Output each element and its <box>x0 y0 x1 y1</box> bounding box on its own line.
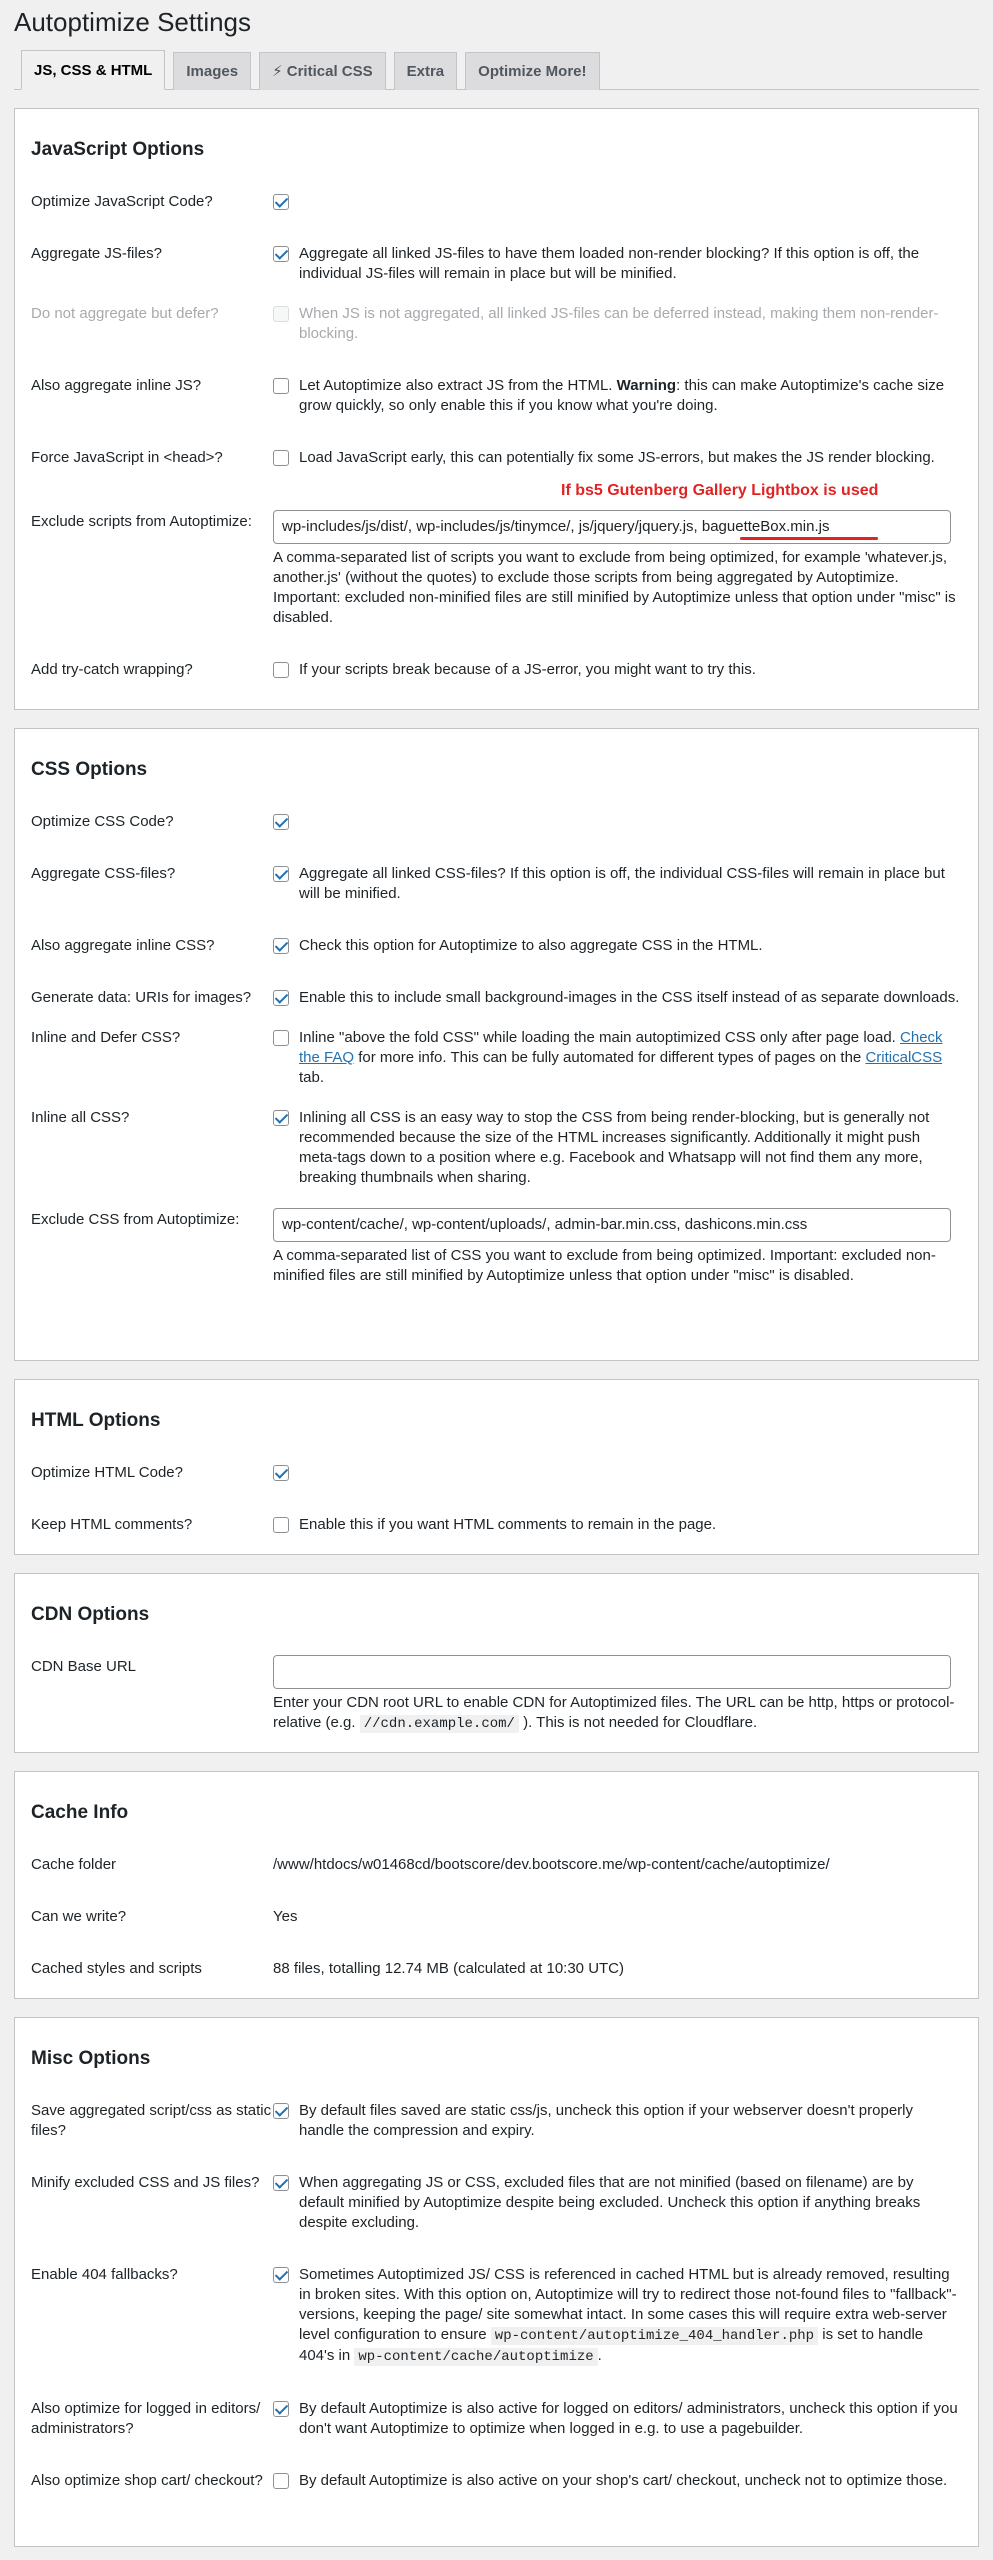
annotation-note: If bs5 Gutenberg Gallery Lightbox is used <box>561 482 879 499</box>
tab-optimize-more[interactable]: Optimize More! <box>465 52 599 90</box>
misc-options-heading: Misc Options <box>31 2048 151 2069</box>
js-aggregate-checkbox[interactable] <box>273 246 289 262</box>
js-defer-desc: When JS is not aggregated, all linked JS-files can be deferred instead, making them non-render-blocking. <box>299 305 939 342</box>
cdn-url-desc: Enter your CDN root URL to enable CDN for Autoptimized files. The URL can be http, https or protocol-relative (e.g. //cdn.example.com/ ). This is not needed for Cloudflare. <box>273 1694 955 1732</box>
misc-shop-desc: By default Autoptimize is also active on your shop's cart/ checkout, uncheck not to optimize those. <box>299 2472 948 2489</box>
html-options-panel <box>14 1379 979 1555</box>
js-forcehead-label: Force JavaScript in <head>? <box>31 449 223 466</box>
tab-bar <box>14 50 979 90</box>
css-inline-desc: Check this option for Autoptimize to also aggregate CSS in the HTML. <box>299 937 763 954</box>
css-inlineall-row <box>15 1108 978 1188</box>
cache-write-label: Can we write? <box>31 1908 127 1925</box>
misc-minify-row <box>15 2173 978 2233</box>
tab-images[interactable]: Images <box>173 52 251 90</box>
css-datauri-row <box>15 988 978 1008</box>
cache-write-row <box>15 1907 978 1927</box>
js-forcehead-desc: Load JavaScript early, this can potentially fix some JS-errors, but makes the JS render blocking. <box>299 449 935 466</box>
cache-cached-label: Cached styles and scripts <box>31 1960 202 1977</box>
misc-fallback-label: Enable 404 fallbacks? <box>31 2266 178 2283</box>
cache-cached-row <box>15 1959 978 1979</box>
css-optimize-label: Optimize CSS Code? <box>31 813 174 830</box>
css-aggregate-checkbox[interactable] <box>273 866 289 882</box>
misc-loggedin-row <box>15 2399 978 2439</box>
js-inline-desc: Let Autoptimize also extract JS from the HTML. Warning: this can make Autoptimize's cache size grow quickly, so only enable this if you know what you're doing. <box>299 377 945 414</box>
cache-info-panel <box>14 1771 979 1999</box>
js-trycatch-desc: If your scripts break because of a JS-error, you might want to try this. <box>299 661 756 678</box>
misc-minify-desc: When aggregating JS or CSS, excluded files that are not minified (based on filename) are by default minified by Autoptimize despite being excluded. Uncheck this option if anything breaks despite excluding. <box>299 2174 921 2231</box>
css-optimize-checkbox[interactable] <box>273 814 289 830</box>
css-exclude-row <box>15 1208 978 1286</box>
misc-fallback-checkbox[interactable] <box>273 2267 289 2283</box>
page-title: Autoptimize Settings <box>14 7 252 37</box>
js-forcehead-row <box>15 448 978 468</box>
html-optimize-label: Optimize HTML Code? <box>31 1464 183 1481</box>
html-optimize-row <box>15 1463 978 1483</box>
tab-extra[interactable]: Extra <box>394 52 458 90</box>
css-aggregate-label: Aggregate CSS-files? <box>31 865 176 882</box>
js-options-panel <box>14 108 979 710</box>
js-inline-checkbox[interactable] <box>273 378 289 394</box>
misc-loggedin-checkbox[interactable] <box>273 2401 289 2417</box>
misc-shop-label: Also optimize shop cart/ checkout? <box>31 2472 263 2489</box>
css-inlineall-desc: Inlining all CSS is an easy way to stop the CSS from being render-blocking, but is generally not recommended because the size of the HTML increases significantly. Additionally it might push meta-tags down to a position where e.g. Facebook and Whatsapp will not find them any more, breaking thumbnails when sharing. <box>299 1109 930 1186</box>
misc-fallback-desc: Sometimes Autoptimized JS/ CSS is referenced in cached HTML but is already removed, resulting in broken sites. With this option on, Autoptimize will try to redirect those not-found files to "fallback"-versions, keeping the page/ site somewhat intact. In some cases this will require extra web-server level configuration to ensure wp-content/autoptimize_404_handler.php is set to handle 404's in wp-content/cache/autoptimize . <box>299 2266 957 2365</box>
misc-loggedin-label: Also optimize for logged in editors/ administrators? <box>31 2400 261 2437</box>
criticalcss-link[interactable]: CriticalCSS <box>865 1049 943 1066</box>
js-defer-row <box>15 304 978 344</box>
misc-options-panel <box>14 2017 979 2547</box>
cache-write-value: Yes <box>273 1908 298 1925</box>
js-optimize-row <box>15 192 978 212</box>
css-datauri-desc: Enable this to include small background-images in the CSS itself instead of as separate downloads. <box>299 989 960 1006</box>
js-inline-label: Also aggregate inline JS? <box>31 377 202 394</box>
cache-info-heading: Cache Info <box>31 1802 129 1823</box>
css-aggregate-desc: Aggregate all linked CSS-files? If this option is off, the individual CSS-files will remain in place but will be minified. <box>299 865 945 902</box>
css-defer-row <box>15 1028 978 1088</box>
css-inline-checkbox[interactable] <box>273 938 289 954</box>
css-inlineall-label: Inline all CSS? <box>31 1109 130 1126</box>
check-faq-link[interactable]: Check the FAQ <box>299 1029 943 1066</box>
misc-shop-checkbox[interactable] <box>273 2473 289 2489</box>
html-options-heading: HTML Options <box>31 1410 161 1431</box>
cdn-url-row <box>15 1655 978 1734</box>
annotation-underline <box>740 537 878 540</box>
js-optimize-checkbox[interactable] <box>273 194 289 210</box>
css-datauri-label: Generate data: URIs for images? <box>31 989 252 1006</box>
css-defer-label: Inline and Defer CSS? <box>31 1029 181 1046</box>
css-datauri-checkbox[interactable] <box>273 990 289 1006</box>
css-aggregate-row <box>15 864 978 904</box>
css-inlineall-checkbox[interactable] <box>273 1110 289 1126</box>
css-exclude-desc: A comma-separated list of CSS you want to exclude from being optimized. Important: excluded non-minified files are still minified by Autoptimize unless that option under "misc" is disabled. <box>273 1247 936 1284</box>
js-exclude-row <box>15 482 978 628</box>
js-inline-row <box>15 376 978 416</box>
js-exclude-desc: A comma-separated list of scripts you want to exclude from being optimized, for example 'whatever.js, another.js' (without the quotes) to exclude those scripts from being aggregated by Autoptimize. Important: excluded non-minified files are still minified by Autoptimize unless that option under "misc" is disabled. <box>273 549 956 626</box>
misc-save-checkbox[interactable] <box>273 2103 289 2119</box>
html-comments-label: Keep HTML comments? <box>31 1516 193 1533</box>
misc-save-desc: By default files saved are static css/js, uncheck this option if your webserver doesn't properly handle the compression and expiry. <box>299 2102 913 2139</box>
css-optimize-row <box>15 812 978 832</box>
html-comments-row <box>15 1515 978 1535</box>
cdn-options-heading: CDN Options <box>31 1604 150 1625</box>
tab-js-css-html[interactable]: JS, CSS & HTML <box>21 50 165 90</box>
js-aggregate-row <box>15 244 978 284</box>
js-defer-label: Do not aggregate but defer? <box>31 305 219 322</box>
html-comments-desc: Enable this if you want HTML comments to remain in the page. <box>299 1516 717 1533</box>
cache-folder-value: /www/htdocs/w01468cd/bootscore/dev.bootscore.me/wp-content/cache/autoptimize/ <box>273 1856 830 1873</box>
misc-save-row <box>15 2101 978 2141</box>
css-inline-label: Also aggregate inline CSS? <box>31 937 215 954</box>
cache-folder-label: Cache folder <box>31 1856 117 1873</box>
misc-loggedin-desc: By default Autoptimize is also active for logged on editors/ administrators, uncheck this option if you don't want Autoptimize to optimize when logged in e.g. to use a pagebuilder. <box>299 2400 958 2437</box>
html-comments-checkbox[interactable] <box>273 1517 289 1533</box>
js-trycatch-checkbox[interactable] <box>273 662 289 678</box>
js-aggregate-label: Aggregate JS-files? <box>31 245 162 262</box>
js-forcehead-checkbox[interactable] <box>273 450 289 466</box>
js-options-heading: JavaScript Options <box>31 139 205 160</box>
css-options-panel <box>14 728 979 1361</box>
misc-minify-label: Minify excluded CSS and JS files? <box>31 2174 260 2191</box>
css-defer-desc: Inline "above the fold CSS" while loading the main autoptimized CSS only after page load. Check the FAQ for more info. This can be fully automated for different types of pages on the CriticalCSS tab. <box>299 1029 943 1086</box>
js-aggregate-desc: Aggregate all linked JS-files to have them loaded non-render blocking? If this option is off, the individual JS-files will remain in place but will be minified. <box>299 245 920 282</box>
css-exclude-input[interactable]: wp-content/cache/, wp-content/uploads/, admin-bar.min.css, dashicons.min.css <box>273 1208 951 1242</box>
js-exclude-input[interactable]: wp-includes/js/dist/, wp-includes/js/tinymce/, js/jquery/jquery.js, baguetteBox.min.js <box>273 510 951 544</box>
css-options-heading: CSS Options <box>31 759 148 780</box>
misc-save-label: Save aggregated script/css as static files? <box>31 2102 272 2139</box>
js-optimize-label: Optimize JavaScript Code? <box>31 193 213 210</box>
css-exclude-label: Exclude CSS from Autoptimize: <box>31 1211 240 1228</box>
misc-fallback-row <box>15 2265 978 2367</box>
cdn-url-label: CDN Base URL <box>31 1658 137 1675</box>
misc-shop-row <box>15 2471 978 2491</box>
js-trycatch-label: Add try-catch wrapping? <box>31 661 193 678</box>
js-defer-checkbox <box>273 306 289 322</box>
js-exclude-label: Exclude scripts from Autoptimize: <box>31 513 252 530</box>
html-optimize-checkbox[interactable] <box>273 1465 289 1481</box>
tab-critical-css[interactable]: ⚡ Critical CSS <box>259 52 386 90</box>
cache-folder-row <box>15 1855 978 1875</box>
js-trycatch-row <box>15 660 978 680</box>
cdn-options-panel <box>14 1573 979 1753</box>
cdn-url-input[interactable] <box>273 1655 951 1689</box>
css-defer-checkbox[interactable] <box>273 1030 289 1046</box>
css-inline-row <box>15 936 978 956</box>
cache-cached-value: 88 files, totalling 12.74 MB (calculated at 10:30 UTC) <box>273 1960 625 1977</box>
misc-minify-checkbox[interactable] <box>273 2175 289 2191</box>
